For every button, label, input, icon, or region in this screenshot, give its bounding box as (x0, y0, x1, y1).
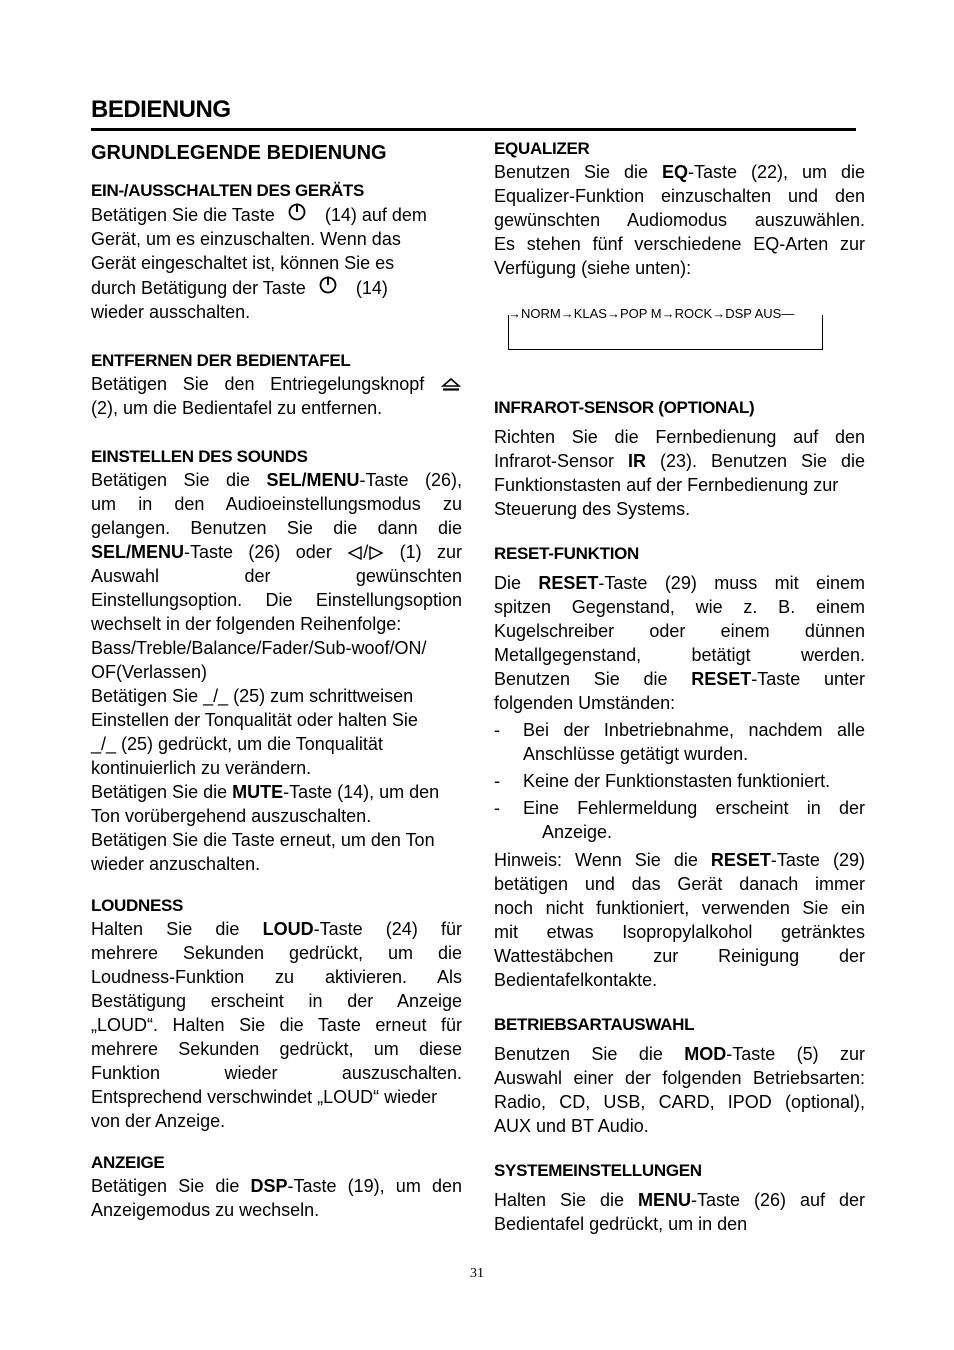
power-line-1: Betätigen Sie die Taste (14) auf dem (91, 202, 462, 227)
infrared-heading: INFRAROT-SENSOR (OPTIONAL) (494, 398, 755, 417)
power-icon (311, 275, 351, 297)
system-heading: SYSTEMEINSTELLUNGEN (494, 1161, 702, 1180)
section-heading: GRUNDLEGENDE BEDIENUNG (91, 142, 387, 164)
arrow-right-icon: → (508, 306, 521, 321)
reset-heading: RESET-FUNKTION (494, 544, 640, 563)
eq-mode-flow (508, 306, 794, 322)
title-rule (91, 128, 856, 131)
equalizer-heading: EQUALIZER (494, 139, 590, 158)
left-arrow-icon (347, 545, 363, 561)
key-label: EQ (662, 162, 689, 182)
power-line-4: durch Betätigung der Taste (14) (91, 275, 462, 300)
eq-mode: POP M (619, 306, 662, 321)
display-heading: ANZEIGE (91, 1153, 165, 1172)
eject-icon (440, 377, 462, 393)
right-column: EQUALIZER Benutzen Sie die EQ-Taste (22), um die Equalizer-Funktion einzuschalten und den gewünschten Audiomodus auszuwählen. Es stehen fünf verschiedene EQ-Arten zur Verfügung (siehe unten): →NORM→KLAS→POP M→ROCK→DSP AUS— INFRAROT-SENSOR (OPTIONAL) Richten Sie die Fernbedienung auf den Infrarot-Sensor IR (23). Benutzen Sie die Funktionstasten auf der Fernbedienung zur Steuerung des Systems. RESET-FUNKTION Die RESET-Taste (29) muss mit einem spitzen Gegenstand, wie z. B. einem Kugelschreiber oder einem dünnen Metallgegenstand, betätigt werden. Benutzen Sie die RESET-Taste unter folgenden Umständen: - Bei der Inbetriebnahme, nachdem alle Anschlüsse getätigt wurden. - Keine der Funktionstasten funktioniert. - Eine Fehlermeldung erscheint in der Anzeige. Hinweis: Wenn Sie die RESET-Taste (29) betätigen und das Gerät danach immer noch nicht funktioniert, verwenden Sie ein mit etwas Isopropylalkohol getränktes Wattestäbchen zur Reinigung der Bedientafelkontakte. BETRIEBSARTAUSWAHL Benutzen Sie die MOD-Taste (5) zur Auswahl einer der folgenden Betriebsarten: Radio, CD, USB, CARD, IPOD (optional), AUX und BT Audio. SYSTEMEINSTELLUNGEN Halten Sie die MENU-Taste (26) auf der Bedientafel gedrückt, um in den (494, 139, 865, 1234)
eq-mode: ROCK (674, 306, 713, 321)
list-item: - Keine der Funktionstasten funktioniert. (494, 771, 831, 791)
line-end: — (781, 306, 795, 321)
panel-heading: ENTFERNEN DER BEDIENTAFEL (91, 351, 351, 370)
key-label: MENU (638, 1190, 691, 1210)
eq-mode: KLAS (573, 306, 607, 321)
eq-mode: NORM (521, 306, 561, 321)
left-column: GRUNDLEGENDE BEDIENUNG EIN-/AUSSCHALTEN DES GERÄTS Betätigen Sie die Taste (14) auf dem Gerät, um es einzuschalten. Wenn das Gerät eingeschaltet ist, können Sie es durch Betätigung der Taste (14) wieder ausschalten. ENTFERNEN DER BEDIENTAFEL Betätigen Sie den Entriegelungsknopf (2), um die Bedientafel zu entfernen. EINSTELLEN DES SOUNDS Betätigen Sie die SEL/MENU-Taste (26), um in den Audioeinstellungsmodus zu gelangen. Benutzen Sie die dann die SEL/MENU-Taste (26) oder / (1) zur Auswahl der gewünschten Einstellungsoption. Die Einstellungsoption wechselt in der folgenden Reihenfolge: Bass/Treble/Balance/Fader/Sub-woof/ON/ OF(Verlassen) Betätigen Sie _/_ (25) zum schrittweisen Einstellen der Tonqualität oder halten Sie _/_ (25) gedrückt, um die Tonqualität kontinuierlich zu verändern. Betätigen Sie die MUTE-Taste (14), um den Ton vorübergehend auszuschalten. Betätigen Sie die Taste erneut, um den Ton wieder anzuschalten. LOUDNESS Halten Sie die LOUD-Taste (24) für mehrere Sekunden gedrückt, um die Loudness-Funktion zu aktivieren. Als Bestätigung erscheint in der Anzeige „LOUD“. Halten Sie die Taste erneut für mehrere Sekunden gedrückt, um diese Funktion wieder auszuschalten. Entsprechend verschwindet „LOUD“ wieder von der Anzeige. ANZEIGE Betätigen Sie die DSP-Taste (19), um den Anzeigemodus zu wechseln. (91, 142, 462, 1220)
page-number: 31 (470, 1266, 484, 1281)
arrow-right-icon: → (560, 306, 574, 321)
key-label: SEL/MENU (266, 470, 360, 490)
equalizer-mode-diagram (506, 306, 826, 362)
eq-mode: DSP AUS (725, 306, 782, 321)
list-item: - Eine Fehlermeldung erscheint in der Anzeige. (494, 798, 865, 842)
key-label: RESET (538, 573, 599, 593)
key-label: DSP (250, 1176, 288, 1196)
sound-heading: EINSTELLEN DES SOUNDS (91, 447, 308, 466)
arrow-right-icon: → (661, 306, 675, 321)
right-arrow-icon (368, 545, 384, 561)
power-heading: EIN-/AUSSCHALTEN DES GERÄTS (91, 181, 365, 200)
key-label: SEL/MENU (91, 542, 185, 562)
page-title: BEDIENUNG (91, 96, 231, 123)
mode-heading: BETRIEBSARTAUSWAHL (494, 1015, 695, 1034)
panel-line-1: Betätigen Sie den Entriegelungsknopf (91, 372, 462, 396)
loudness-heading: LOUDNESS (91, 896, 184, 915)
key-label: MUTE (232, 782, 284, 802)
key-label: RESET (710, 850, 771, 870)
sound-line-4: SEL/MENU-Taste (26) oder / (1) zur (91, 542, 462, 562)
arrow-right-icon: → (606, 306, 620, 321)
key-label: IR (628, 451, 647, 471)
arrow-right-icon: → (712, 306, 726, 321)
list-item: - Bei der Inbetriebnahme, nachdem alle Anschlüsse getätigt wurden. (494, 720, 865, 764)
key-label: MOD (684, 1044, 727, 1064)
reset-conditions-list (494, 718, 865, 844)
power-icon (280, 202, 320, 224)
key-label: LOUD (262, 919, 314, 939)
key-label: RESET (691, 669, 752, 689)
